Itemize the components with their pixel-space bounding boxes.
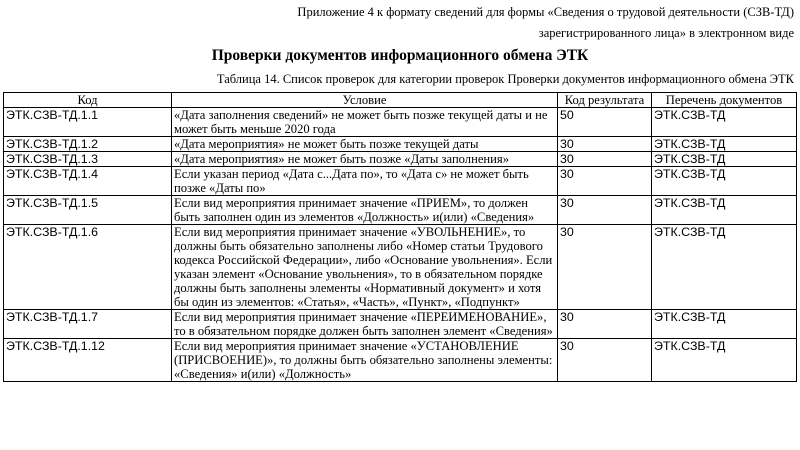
cell-result-code: 30	[558, 310, 652, 339]
cell-documents: ЭТК.СЗВ-ТД	[652, 225, 797, 310]
cell-code: ЭТК.СЗВ-ТД.1.3	[4, 152, 172, 167]
cell-documents: ЭТК.СЗВ-ТД	[652, 108, 797, 137]
cell-documents: ЭТК.СЗВ-ТД	[652, 310, 797, 339]
table-row	[4, 137, 797, 152]
checks-table	[3, 92, 797, 382]
table-row	[4, 310, 797, 339]
cell-documents: ЭТК.СЗВ-ТД	[652, 196, 797, 225]
table-row	[4, 108, 797, 137]
table-row	[4, 152, 797, 167]
cell-code: ЭТК.СЗВ-ТД.1.7	[4, 310, 172, 339]
table-row	[4, 225, 797, 310]
cell-condition: Если вид мероприятия принимает значение «УВОЛЬНЕНИЕ», то должны быть обязательно заполнены либо «Номер статьи Трудового кодекса Российской Федерации», либо «Основание увольнения». Если указан элемент «Основание увольнения», то в обязательном порядке должны быть заполнены элементы «Нормативный документ» и хотя бы один из элементов: «Статья», «Часть», «Пункт», «Подпункт»	[172, 225, 558, 310]
cell-condition: Если вид мероприятия принимает значение «УСТАНОВЛЕНИЕ (ПРИСВОЕНИЕ)», то должны быть обязательно заполнены элементы: «Сведения» и(или) «Должность»	[172, 339, 558, 382]
cell-documents: ЭТК.СЗВ-ТД	[652, 137, 797, 152]
cell-condition: «Дата заполнения сведений» не может быть позже текущей даты и не может быть меньше 2020 года	[172, 108, 558, 137]
cell-condition: «Дата мероприятия» не может быть позже текущей даты	[172, 137, 558, 152]
cell-code: ЭТК.СЗВ-ТД.1.2	[4, 137, 172, 152]
cell-result-code: 30	[558, 152, 652, 167]
table-row	[4, 339, 797, 382]
cell-code: ЭТК.СЗВ-ТД.1.1	[4, 108, 172, 137]
appendix-header-line-1: Приложение 4 к формату сведений для формы «Сведения о трудовой деятельности (СЗВ-ТД)	[297, 5, 794, 19]
cell-result-code: 30	[558, 339, 652, 382]
cell-result-code: 30	[558, 167, 652, 196]
cell-result-code: 30	[558, 137, 652, 152]
table-row	[4, 196, 797, 225]
column-header-documents: Перечень документов	[652, 93, 797, 108]
column-header-result-code: Код результата	[558, 93, 652, 108]
page-title: Проверки документов информационного обмена ЭТК	[211, 47, 589, 64]
cell-result-code: 30	[558, 225, 652, 310]
cell-documents: ЭТК.СЗВ-ТД	[652, 167, 797, 196]
cell-condition: Если указан период «Дата с...Дата по», то «Дата с» не может быть позже «Даты по»	[172, 167, 558, 196]
cell-documents: ЭТК.СЗВ-ТД	[652, 339, 797, 382]
table-row	[4, 167, 797, 196]
cell-condition: Если вид мероприятия принимает значение «ПЕРЕИМЕНОВАНИЕ», то в обязательном порядке должен быть заполнен элемент «Сведения»	[172, 310, 558, 339]
table-header-row	[4, 93, 797, 108]
cell-result-code: 30	[558, 196, 652, 225]
column-header-code: Код	[4, 93, 172, 108]
cell-code: ЭТК.СЗВ-ТД.1.4	[4, 167, 172, 196]
cell-documents: ЭТК.СЗВ-ТД	[652, 152, 797, 167]
cell-condition: «Дата мероприятия» не может быть позже «Даты заполнения»	[172, 152, 558, 167]
column-header-condition: Условие	[172, 93, 558, 108]
cell-condition: Если вид мероприятия принимает значение «ПРИЕМ», то должен быть заполнен один из элементов «Должность» и(или) «Сведения»	[172, 196, 558, 225]
cell-result-code: 50	[558, 108, 652, 137]
cell-code: ЭТК.СЗВ-ТД.1.6	[4, 225, 172, 310]
appendix-header-line-2: зарегистрированного лица» в электронном виде	[538, 26, 794, 40]
cell-code: ЭТК.СЗВ-ТД.1.12	[4, 339, 172, 382]
table-caption: Таблица 14. Список проверок для категории проверок Проверки документов информационного обмена ЭТК	[216, 72, 794, 86]
cell-code: ЭТК.СЗВ-ТД.1.5	[4, 196, 172, 225]
